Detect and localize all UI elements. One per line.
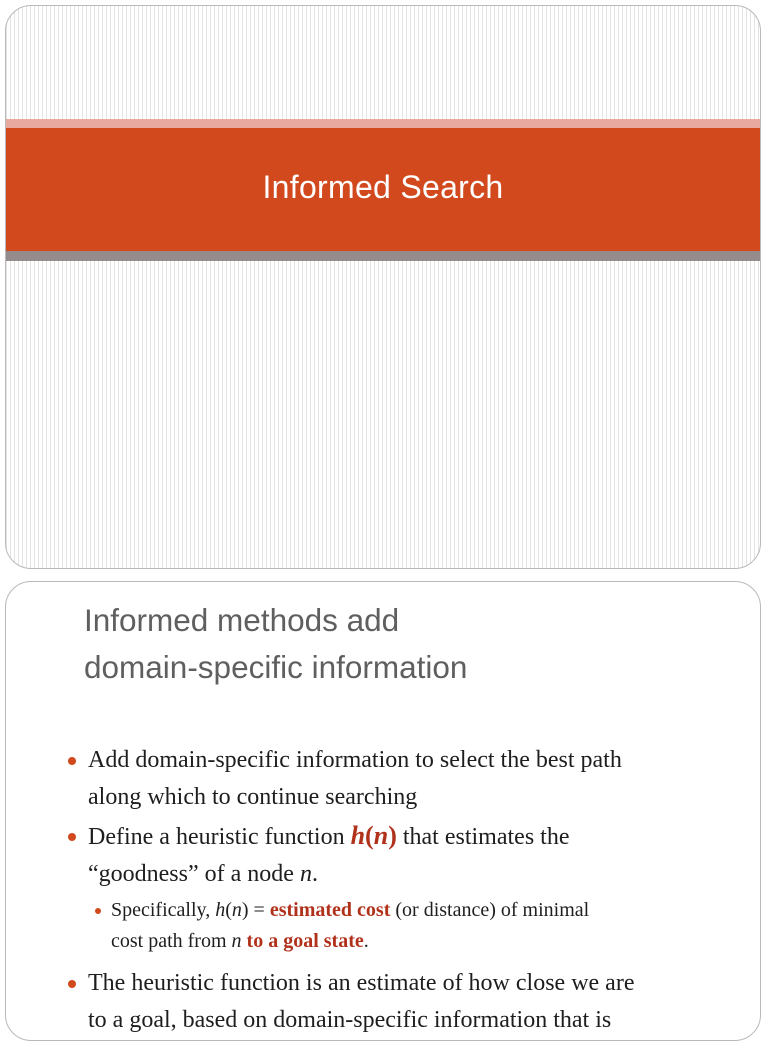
bullet-2-line-2: “goodness” of a node: [88, 860, 300, 887]
heading-line-2: domain-specific information: [84, 649, 468, 685]
bullet-dot-icon: [68, 980, 76, 988]
bullet-item-1: [6, 742, 761, 815]
bullet-dot-icon: [68, 833, 76, 841]
bullet-item-3: [6, 965, 761, 1038]
heading-line-1: Informed methods add: [84, 602, 400, 638]
bullet-2-text-pre: Define a heuristic function: [88, 824, 351, 850]
bullet-item-2: Define a heuristic function h(n) that estimates the “goodness” of a node n.: [6, 818, 761, 892]
title-slide: [5, 5, 761, 569]
node-variable: n: [299, 860, 312, 887]
content-slide: [5, 581, 761, 1041]
title-band: [6, 128, 760, 251]
emphasis-goal-state: to a goal state: [246, 930, 364, 952]
title-band-bottom-stripe: [6, 251, 760, 261]
heuristic-expression: h(n): [350, 821, 397, 850]
slide-title: Informed Search: [262, 169, 504, 205]
bullet-1-line-1: Add domain-specific information to select the best path: [88, 747, 622, 773]
slide-heading: [84, 597, 724, 691]
emphasis-estimated-cost: estimated cost: [269, 899, 391, 921]
bullet-3-line-2: to a goal, based on domain-specific information that is: [88, 1006, 612, 1033]
bullet-1-line-2: along which to continue searching: [88, 783, 418, 810]
bullet-dot-icon: [68, 757, 76, 765]
bullet-list: [6, 742, 761, 1041]
title-band-top-stripe: [6, 119, 760, 128]
bullet-2-text-post: that estimates the: [396, 824, 570, 850]
bullet-3-line-1: The heuristic function is an estimate of how close we are: [88, 970, 635, 996]
sub-bullet-item: Specifically, h(n) = estimated cost (or distance) of minimal cost path from n to a goal state.: [6, 895, 761, 957]
sub-bullet-dot-icon: [95, 908, 101, 914]
